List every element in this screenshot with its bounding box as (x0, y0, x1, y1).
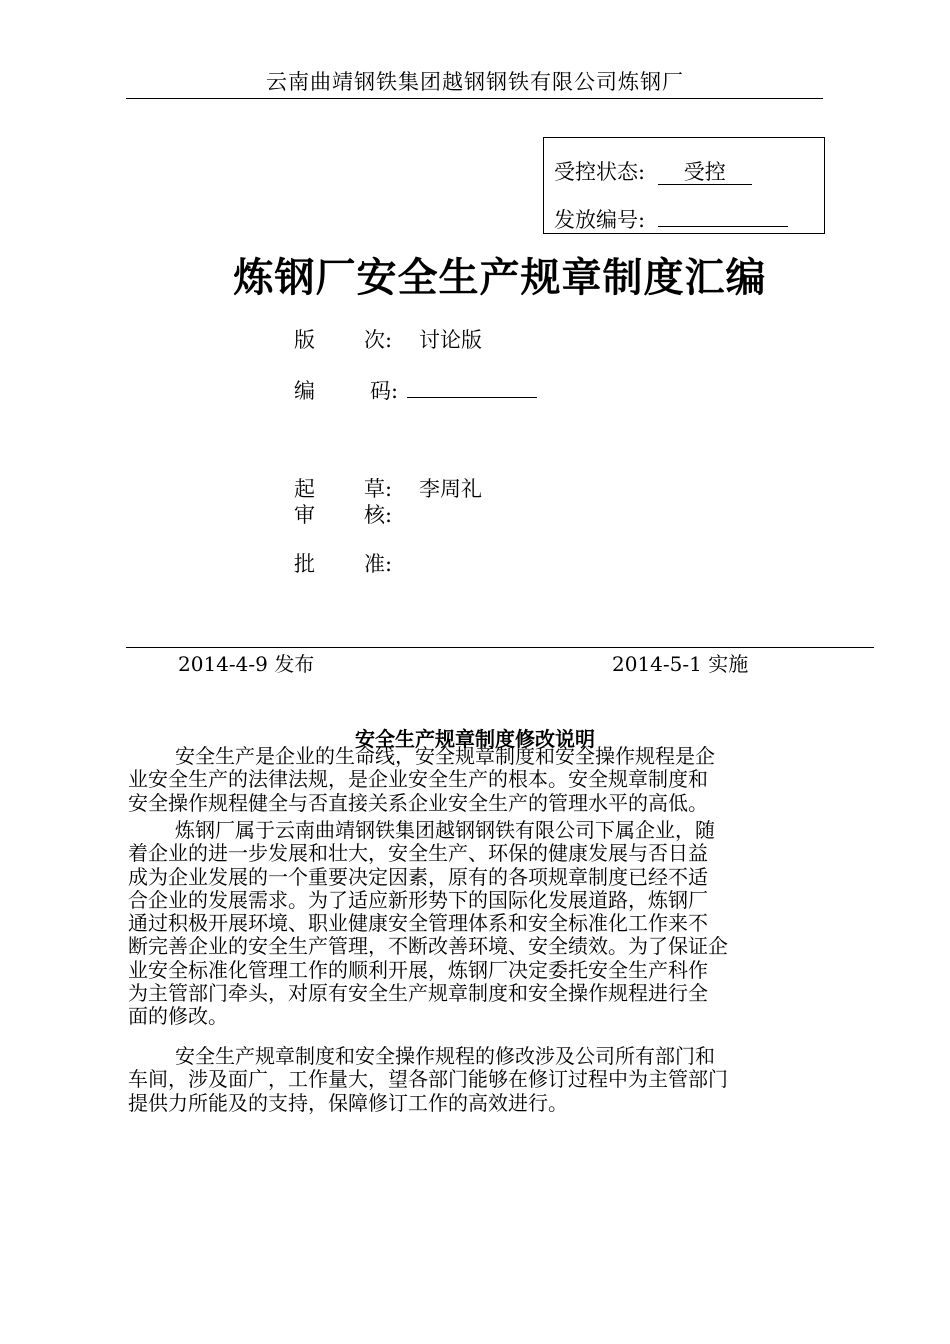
section-title: 安全生产规章制度修改说明 (355, 727, 595, 751)
paragraph-3 (128, 1045, 823, 1115)
paragraph-line: 着企业的进一步发展和壮大，安全生产、环保的健康发展与否日益 (128, 841, 708, 866)
paragraph-line: 安全操作规程健全与否直接关系企业安全生产的管理水平的高低。 (128, 790, 708, 815)
drafter-value: 李周礼 (419, 477, 482, 501)
company-header: 云南曲靖钢铁集团越钢钢铁有限公司炼钢厂 (266, 70, 684, 94)
paragraph-1 (128, 745, 823, 815)
control-status-row (554, 156, 752, 186)
drafter-label-b: 草: (364, 477, 393, 501)
paragraph-line: 提供力所能及的支持，保障修订工作的高效进行。 (128, 1090, 568, 1115)
code-label-b: 码: (370, 379, 399, 403)
header-divider (126, 98, 823, 99)
reviewer-label-b: 核: (364, 503, 393, 527)
issue-number-label: 发放编号: (554, 208, 646, 232)
paragraph-line: 安全生产是企业的生命线，安全规章制度和安全操作规程是企 (175, 744, 715, 768)
approver-label-b: 准: (364, 552, 393, 576)
paragraph-line: 业安全生产的法律法规，是企业安全生产的根本。安全规章制度和 (128, 767, 708, 792)
code-label-a: 编 (294, 379, 315, 403)
code-field (294, 375, 537, 405)
release-date: 2014-4-9 发布 (178, 652, 315, 676)
paragraph-line: 为主管部门牵头，对原有安全生产规章制度和安全操作规程进行全 (128, 981, 708, 1006)
control-status-value: 受控 (658, 160, 752, 185)
issue-number-row (554, 204, 788, 234)
paragraph-2 (128, 819, 823, 1029)
edition-value: 讨论版 (419, 328, 482, 352)
paragraph-line: 业安全标准化管理工作的顺利开展，炼钢厂决定委托安全生产科作 (128, 957, 708, 982)
paragraph-line: 合企业的发展需求。为了适应新形势下的国际化发展道路，炼钢厂 (128, 887, 708, 912)
code-blank-line (407, 378, 537, 398)
paragraph-line: 车间，涉及面广，工作量大，望各部门能够在修订过程中为主管部门 (128, 1067, 728, 1092)
control-status-label: 受控状态: (554, 160, 646, 184)
paragraph-line: 安全生产规章制度和安全操作规程的修改涉及公司所有部门和 (175, 1044, 715, 1068)
paragraph-line: 通过积极开展环境、职业健康安全管理体系和安全标准化工作来不 (128, 911, 708, 936)
effective-date: 2014-5-1 实施 (612, 652, 749, 676)
paragraph-line: 炼钢厂属于云南曲靖钢铁集团越钢钢铁有限公司下属企业，随 (175, 818, 715, 842)
paragraph-line: 面的修改。 (128, 1004, 228, 1029)
approver-label-a: 批 (294, 552, 315, 576)
issue-number-value (658, 226, 788, 227)
edition-field (294, 324, 482, 354)
paragraph-line: 断完善企业的安全生产管理，不断改善环境、安全绩效。为了保证企 (128, 934, 728, 959)
reviewer-field (294, 499, 397, 529)
drafter-label-a: 起 (294, 477, 315, 501)
edition-label-b: 次: (364, 328, 393, 352)
reviewer-label-a: 审 (294, 503, 315, 527)
paragraph-line: 成为企业发展的一个重要决定因素，原有的各项规章制度已经不适 (128, 864, 708, 889)
document-title: 炼钢厂安全生产规章制度汇编 (233, 254, 767, 301)
edition-label-a: 版 (294, 328, 315, 352)
control-status-box (543, 137, 825, 234)
approver-field (294, 548, 397, 578)
